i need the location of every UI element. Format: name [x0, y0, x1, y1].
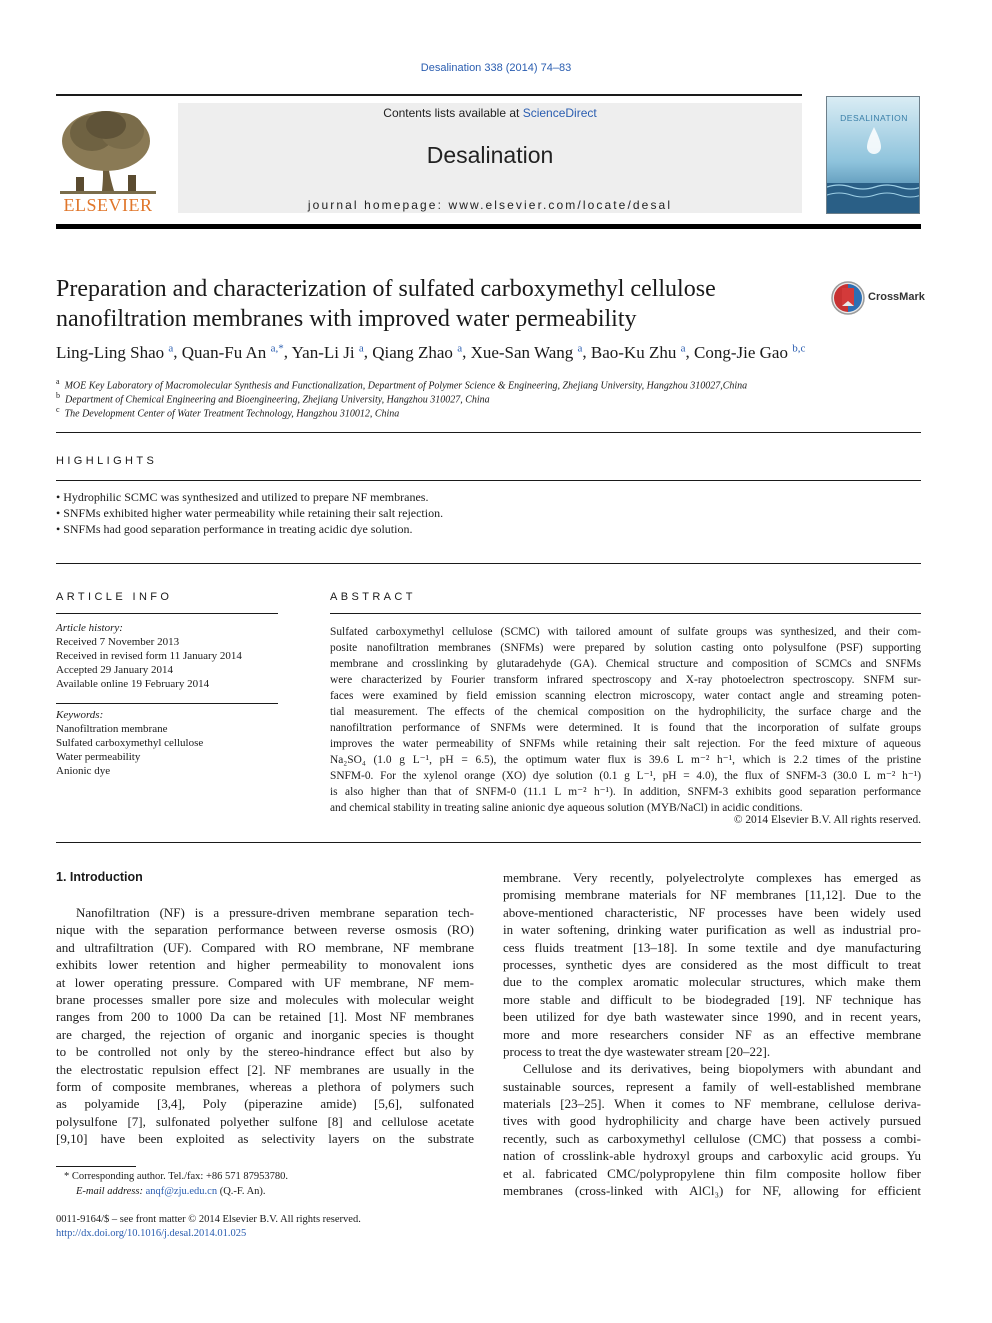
abstract-line: Na₂SO₄ (1.0 g L⁻¹, pH = 6.5), the optimum water flux is 39.6 L m⁻² h⁻¹, which is 2.2 times of the pristine: [330, 754, 921, 766]
email-label: E-mail address:: [76, 1186, 146, 1197]
body-line: been utilized for dye bath wastewater since 1990, and in recent years,: [503, 1009, 921, 1025]
author[interactable]: Quan-Fu An $^{a,*}$: [181, 342, 284, 362]
email-note: [76, 1186, 266, 1197]
crossmark-label: CrossMark: [868, 291, 925, 303]
body-line: at lower operating pressure. Compared with UF membrane, NF mem-: [56, 974, 474, 990]
header-thick-rule: [56, 224, 921, 229]
body-line: process to treat the dye wastewater stream [20–22].: [503, 1043, 771, 1059]
body-line: [9,10] have been exploited as selectivity layers on the substrate: [56, 1131, 474, 1147]
body-line: exhibits lower retention and higher permeability to monovalent ions: [56, 957, 474, 973]
issn-line: 0011-9164/$ – see front matter © 2014 Elsevier B.V. All rights reserved.: [56, 1214, 361, 1225]
history-label: Article history:: [56, 622, 123, 634]
article-info-heading: ARTICLE INFO: [56, 591, 173, 603]
journal-citation[interactable]: Desalination 338 (2014) 74–83: [420, 62, 572, 74]
author[interactable]: Cong-Jie Gao $^{b,c}$: [693, 342, 806, 362]
body-line: are charged, the rejection of organic and inorganic species is thought: [56, 1026, 474, 1042]
keyword: Water permeability: [56, 751, 141, 763]
body-line: nique with the separation performance between reverse osmosis (RO): [56, 922, 474, 938]
body-line: form of composite membranes, whereas a plethora of polymers such: [56, 1078, 474, 1094]
crossmark-badge[interactable]: [830, 280, 926, 316]
abstract-line: nanofiltration performance of SNFMs were determined. It is found that the incorporation of sulfate groups: [330, 722, 921, 734]
sciencedirect-link[interactable]: ScienceDirect: [522, 106, 597, 120]
body-line: promising membrane materials for NF membranes [11,12]. Due to the: [503, 887, 921, 903]
divider: [56, 563, 921, 564]
author[interactable]: Xue-San Wang $^a$: [470, 342, 583, 362]
author[interactable]: Qiang Zhao $^a$: [372, 342, 463, 362]
body-line: as polyamide [3,4], Poly (piperazine amide) [5,6], sulfonated: [56, 1096, 474, 1112]
elsevier-wordmark: ELSEVIER: [63, 195, 153, 215]
divider: [330, 613, 921, 614]
doi-link[interactable]: http://dx.doi.org/10.1016/j.desal.2014.01.025: [56, 1228, 247, 1239]
body-line: polysulfone [7], sulfonated polyether sulfone [8] and cellulose acetate: [56, 1113, 474, 1129]
body-line: ranges from 200 to 1000 Da can be retained [1]. Most NF membranes: [56, 1009, 474, 1025]
author[interactable]: Bao-Ku Zhu $^a$: [590, 342, 686, 362]
body-line: and ultrafiltration (UF). Compared with RO membrane, NF membrane: [56, 939, 474, 955]
body-line: nation of crosslink-able hydroxyl groups and carboxylic acid groups. Yu: [503, 1148, 921, 1164]
journal-name: Desalination: [426, 142, 554, 168]
abstract-line: SNFM-0. For the xylenol orange (XO) dye solution (0.1 g L⁻¹, pH = 4.0), the flux of SNFM-3 (30.0 L m⁻² h⁻¹): [330, 770, 921, 782]
highlight-item: • Hydrophilic SCMC was synthesized and utilized to prepare NF membranes.: [56, 490, 429, 504]
abstract-line: posite nanofiltration membranes (SNFMs) were prepared by solution casting onto polysulfone (PSF) supporting: [330, 642, 921, 654]
body-line: processes, synthetic dyes are considered as the most difficult to treat: [503, 956, 921, 972]
body-line: above-mentioned characteristic, NF processes have been widely used: [503, 904, 921, 920]
abstract-line: faces were examined by field emission scanning electron microscopy, water contact angle and streaming poten-: [330, 690, 921, 702]
body-line: et al. fabricated CMC/polypropylene thin film composite hollow fiber: [503, 1165, 921, 1181]
keyword: Anionic dye: [56, 765, 111, 777]
body-line: due to the complex aromatic molecular structures, which make them: [503, 974, 921, 990]
history-item: Accepted 29 January 2014: [56, 664, 173, 676]
body-line: Nanofiltration (NF) is a pressure-driven membrane separation tech-: [76, 905, 474, 920]
divider: [56, 613, 278, 614]
author[interactable]: Yan-Li Ji $^a$: [291, 342, 364, 362]
intro-right-column: [503, 869, 921, 1199]
abstract-line: membrane and crosslinking by glutaradehyde (GA). Chemical structure and composition of SCMCs and SNFMs: [330, 658, 921, 670]
body-line: Cellulose and its derivatives, being biopolymers with abundant and: [523, 1061, 921, 1077]
section-heading: 1. Introduction: [56, 870, 143, 884]
abstract-line: is also higher than that of SNFM-0 (11.1 L m⁻² h⁻¹). In addition, SNFM-3 exhibits good separation performance: [330, 786, 921, 798]
contents-line: [178, 106, 802, 120]
highlight-item: • SNFMs exhibited higher water permeability while retaining their salt rejection.: [56, 506, 444, 520]
abstract-body: [330, 624, 921, 816]
body-line: in water softening, drinking water purification as well as industrial pro-: [503, 922, 921, 938]
footnote-rule: [56, 1166, 136, 1167]
body-line: recently, such as carboxymethyl cellulose (CMC) that possess a combi-: [503, 1130, 921, 1146]
article-title-line-2: nanofiltration membranes with improved water permeability: [56, 306, 637, 332]
history-item: Available online 19 February 2014: [56, 678, 210, 690]
divider: [56, 480, 921, 481]
affiliation: $^a$ MOE Key Laboratory of Macromolecular Synthesis and Functionalization, Department of Polymer Science & Engineering, Zhejiang University, Hangzhou 310027,China: [56, 377, 748, 392]
abstract-copyright: © 2014 Elsevier B.V. All rights reserved.: [733, 814, 921, 826]
article-title: [56, 274, 776, 334]
abstract-heading: ABSTRACT: [330, 591, 416, 603]
history-item: Received 7 November 2013: [56, 636, 180, 648]
body-line: materials [23–25]. When it comes to NF membrane, cellulose deriva-: [503, 1096, 921, 1112]
body-line: the electrostatic repulsion effect [2]. NF membranes are usually in the: [56, 1061, 474, 1077]
author[interactable]: Ling-Ling Shao $^a$: [56, 342, 174, 362]
body-line: membranes (cross-linked with AlCl₃) for NF, allowing for efficient: [503, 1183, 921, 1199]
abstract-line: were characterized by Fourier transform infrared spectroscopy and X-ray photoelectron spectroscopy. SNFM sur-: [330, 674, 921, 686]
highlight-item: • SNFMs had good separation performance in treating acidic dye solution.: [56, 522, 413, 536]
body-line: to be controlled not only by the stereo-hindrance effect but also by: [56, 1044, 474, 1060]
abstract-line: Sulfated carboxymethyl cellulose (SCMC) with tailored amount of sulfate groups was synthesized, and their com-: [330, 626, 921, 638]
crossmark-icon: [830, 280, 866, 316]
body-line: membrane. Very recently, polyelectrolyte complexes has emerged as: [503, 870, 921, 885]
journal-homepage[interactable]: journal homepage: www.elsevier.com/locate/desal: [307, 198, 673, 212]
body-line: cess fluids treatment [13–18]. In some textile and dye manufacturing: [503, 939, 921, 955]
author-list: Ling-Ling Shao $^a$, Quan-Fu An $^{a,*}$, Yan-Li Ji $^a$, Qiang Zhao $^a$, Xue-San Wang $^a$, Bao-Ku Zhu $^a$, Cong-Jie Gao $^{b,c}$: [56, 342, 806, 362]
abstract-line: and chemical stability in treating saline anionic dye aqueous solution (MYB/NaCl) in acidic conditions.: [330, 802, 803, 814]
contents-prefix: Contents lists available at: [383, 106, 523, 120]
journal-cover-thumbnail: [826, 96, 920, 214]
keyword: Nanofiltration membrane: [56, 723, 168, 735]
body-line: sustainable sources, represent a family of well-established membrane: [503, 1078, 921, 1094]
body-line: tives with good hydrophilicity and charge have been actively pursued: [503, 1113, 921, 1129]
history-item: Received in revised form 11 January 2014: [56, 650, 242, 662]
body-line: more and more researchers consider NF as an effective membrane: [503, 1026, 921, 1042]
elsevier-logo: [56, 103, 160, 215]
abstract-line: tial measurement. The effects of the chemical composition on the hydrophilicity, the surface charge and the: [330, 706, 921, 718]
divider: [56, 432, 921, 433]
header-top-rule: [56, 94, 802, 96]
corresponding-author-note: * Corresponding author. Tel./fax: +86 571 87953780.: [64, 1171, 289, 1182]
body-line: more stable and difficult to be biodegraded [19]. NF technique has: [503, 991, 921, 1007]
affiliation: $^c$ The Development Center of Water Treatment Technology, Hangzhou 310012, China: [56, 405, 400, 420]
divider: [56, 703, 278, 704]
abstract-line: improves the water permeability of SNFMs while retaining their salt rejection. For the feed mixture of aqueous: [330, 738, 921, 750]
email-suffix: (Q.-F. An).: [217, 1186, 266, 1197]
body-line: brane processes smaller pore size and molecules with molecular weight: [56, 991, 474, 1007]
highlights-heading: HIGHLIGHTS: [56, 455, 158, 467]
affiliation: $^b$ Department of Chemical Engineering and Bioengineering, Zhejiang University, Hangzhou 310027, China: [56, 391, 490, 406]
email-link[interactable]: anqf@zju.edu.cn: [145, 1186, 218, 1197]
intro-left-column: [56, 904, 474, 1147]
keywords-label: Keywords:: [56, 709, 104, 721]
cover-title: DESALINATION: [840, 113, 908, 123]
keyword: Sulfated carboxymethyl cellulose: [56, 737, 204, 749]
divider: [56, 842, 921, 843]
article-title-line-1: Preparation and characterization of sulfated carboxymethyl cellulose: [56, 276, 716, 302]
